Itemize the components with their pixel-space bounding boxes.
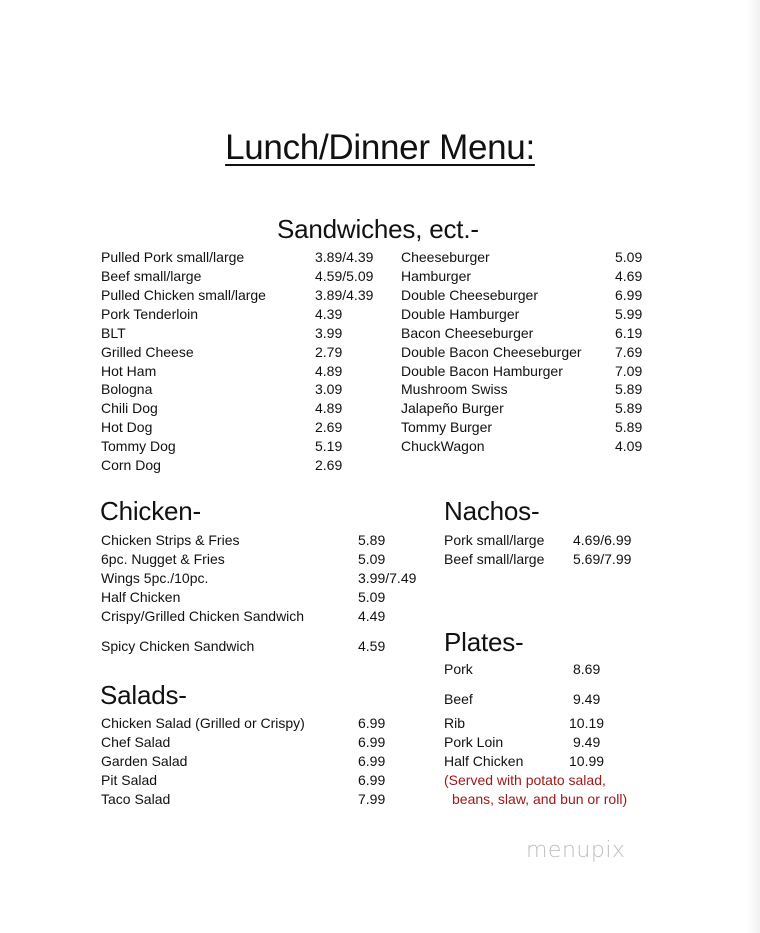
menupix-watermark: menupix <box>526 838 626 863</box>
plates-heading: Plates- <box>444 627 524 657</box>
menu-item-name: Pork Tenderloin <box>101 306 199 322</box>
menu-item-name: Pulled Pork small/large <box>101 249 245 265</box>
menu-item-name: Hot Dog <box>101 419 153 435</box>
menu-item-price: 9.49 <box>573 734 601 750</box>
menu-item-name: Pit Salad <box>101 772 158 788</box>
menu-item-price: 4.39 <box>315 306 343 322</box>
menu-item-price: 5.09 <box>358 589 386 605</box>
menu-item-name: Double Cheeseburger <box>401 287 538 303</box>
menu-item-price: 7.69 <box>615 344 643 360</box>
menu-item-price: 4.69/6.99 <box>573 532 632 548</box>
menu-item-name: Rib <box>444 715 466 731</box>
plates-note-line2: beans, slaw, and bun or roll) <box>452 791 628 807</box>
menu-item-name: Chicken Strips & Fries <box>101 532 240 548</box>
sandwiches-heading: Sandwiches, ect.- <box>277 214 479 244</box>
menu-item-name: Mushroom Swiss <box>401 381 508 397</box>
menu-item-name: Pork small/large <box>444 532 545 548</box>
menu-item-name: ChuckWagon <box>401 438 485 454</box>
menu-item-name: Cheeseburger <box>401 249 490 265</box>
menu-item-name: Chicken Salad (Grilled or Crispy) <box>101 715 305 731</box>
menu-item-price: 7.09 <box>615 363 643 379</box>
menu-item-name: Half Chicken <box>444 753 524 769</box>
menu-item-price: 5.99 <box>615 306 643 322</box>
menu-item-price: 8.69 <box>573 661 601 677</box>
menu-item-price: 10.99 <box>569 753 605 769</box>
menu-item-price: 4.89 <box>315 363 343 379</box>
menu-item-price: 2.69 <box>315 419 343 435</box>
menu-item-price: 4.69 <box>615 268 643 284</box>
menu-item-name: Garden Salad <box>101 753 188 769</box>
menu-item-name: Double Bacon Hamburger <box>401 363 563 379</box>
menu-item-name: Double Hamburger <box>401 306 520 322</box>
menu-item-price: 4.59/5.09 <box>315 268 374 284</box>
menu-item-price: 3.89/4.39 <box>315 249 374 265</box>
menu-item-name: Hamburger <box>401 268 472 284</box>
menu-item-name: Double Bacon Cheeseburger <box>401 344 582 360</box>
menu-item-name: Taco Salad <box>101 791 171 807</box>
menu-item-price: 4.49 <box>358 608 386 624</box>
menu-item-price: 5.19 <box>315 438 343 454</box>
menu-item-price: 5.89 <box>615 419 643 435</box>
menu-item-name: Beef <box>444 691 473 707</box>
menu-item-price: 3.99/7.49 <box>358 570 417 586</box>
menu-item-name: Chef Salad <box>101 734 171 750</box>
menu-item-price: 5.09 <box>615 249 643 265</box>
menu-item-name: Chili Dog <box>101 400 158 416</box>
menu-item-name: Tommy Burger <box>401 419 493 435</box>
menu-item-name: 6pc. Nugget & Fries <box>101 551 225 567</box>
menu-item-price: 4.59 <box>358 638 386 654</box>
menu-item-price: 10.19 <box>569 715 605 731</box>
menu-item-price: 5.89 <box>358 532 386 548</box>
menu-item-name: Beef small/large <box>101 268 202 284</box>
menu-item-price: 9.49 <box>573 691 601 707</box>
menu-item-price: 5.89 <box>615 400 643 416</box>
menu-item-price: 3.89/4.39 <box>315 287 374 303</box>
menu-item-name: Wings 5pc./10pc. <box>101 570 209 586</box>
menu-item-name: Grilled Cheese <box>101 344 194 360</box>
menu-item-name: Pork <box>444 661 473 677</box>
menu-item-name: Jalapeño Burger <box>401 400 504 416</box>
menu-item-price: 6.19 <box>615 325 643 341</box>
menu-item-name: BLT <box>101 325 126 341</box>
menu-item-price: 3.09 <box>315 381 343 397</box>
menu-item-name: Bacon Cheeseburger <box>401 325 534 341</box>
menu-item-price: 7.99 <box>358 791 386 807</box>
nachos-heading: Nachos- <box>444 496 540 526</box>
salads-heading: Salads- <box>100 680 187 710</box>
menu-item-name: Half Chicken <box>101 589 181 605</box>
menu-item-price: 4.09 <box>615 438 643 454</box>
plates-note-line1: (Served with potato salad, <box>444 772 606 788</box>
menu-item-name: Hot Ham <box>101 363 157 379</box>
menu-item-name: Bologna <box>101 381 153 397</box>
menu-item-name: Beef small/large <box>444 551 545 567</box>
menu-title: Lunch/Dinner Menu: <box>225 128 535 167</box>
menu-item-price: 4.89 <box>315 400 343 416</box>
menu-item-name: Pork Loin <box>444 734 504 750</box>
menu-item-price: 6.99 <box>358 715 386 731</box>
menu-item-name: Pulled Chicken small/large <box>101 287 266 303</box>
menu-item-name: Spicy Chicken Sandwich <box>101 638 255 654</box>
menu-item-price: 6.99 <box>358 753 386 769</box>
menu-item-price: 2.79 <box>315 344 343 360</box>
menu-item-name: Corn Dog <box>101 457 161 473</box>
menu-item-name: Tommy Dog <box>101 438 176 454</box>
menu-item-price: 5.69/7.99 <box>573 551 632 567</box>
menu-item-price: 3.99 <box>315 325 343 341</box>
menu-item-price: 5.09 <box>358 551 386 567</box>
menu-item-name: Crispy/Grilled Chicken Sandwich <box>101 608 305 624</box>
menu-item-price: 6.99 <box>358 772 386 788</box>
chicken-heading: Chicken- <box>100 496 201 526</box>
menu-item-price: 2.69 <box>315 457 343 473</box>
menu-item-price: 6.99 <box>358 734 386 750</box>
menu-item-price: 5.89 <box>615 381 643 397</box>
menu-item-price: 6.99 <box>615 287 643 303</box>
